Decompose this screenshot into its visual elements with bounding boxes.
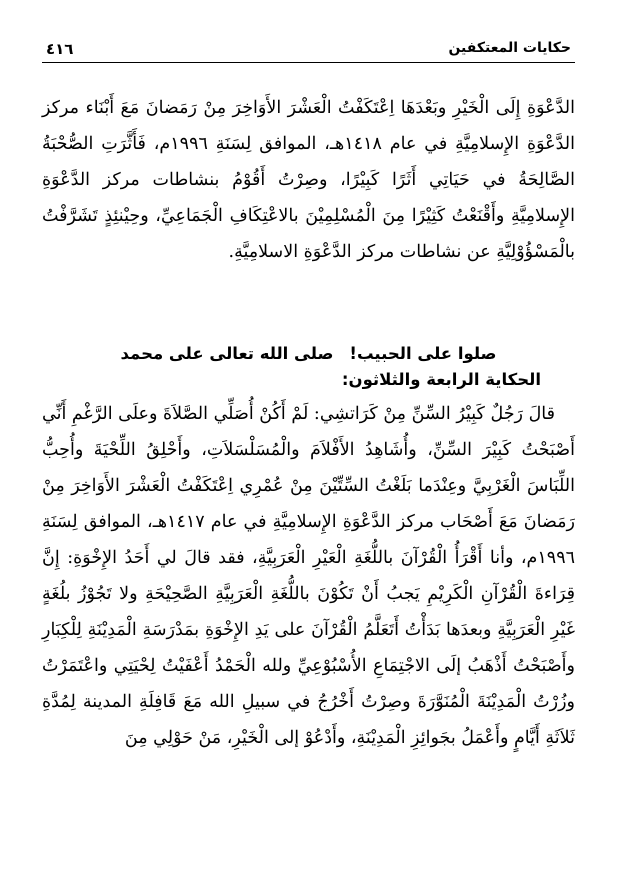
salutation-right: صلوا على الحبيب! — [349, 344, 497, 363]
page-header — [42, 38, 575, 63]
salutation-left: صلى الله تعالى على محمد — [120, 344, 334, 363]
paragraph-1: الدَّعْوَةِ إِلَى الْخَيْرِ وبَعْدَهَا اِعْتَكَفْتُ الْعَشْرَ الأَوَاخِرَ مِنْ رَمَضانَ مَعَ أَبْنَاء مركز الدَّعْوَةِ الإِسلامِيَّةِ في عام ١٤١٨هـ، الموافق لِسَنَةِ ١٩٩٦م، فَأَثَّرَتِ الصُّحْبَةُ الصَّالِحَةُ في حَيَاتِي أَثَرًا كَبِيْرًا، وصِرْتُ أَقُوْمُ بنشاطات مركز الدَّعْوَةِ الإِسلامِيَّةِ وأَقْنَعْتُ كَثِيْرًا مِنَ الْمُسْلِمِيْنَ بالاعْتِكَافِ الْجَمَاعِيِّ، وحِيْنئِذٍ تَشَرَّفْتُ بالْمَسْؤُوْلِيَّةِ عن نشاطات مركز الدَّعْوَةِ الاسلامِيَّةِ. — [42, 98, 575, 262]
paragraph-2: قالَ رَجُلٌ كَبِيْرُ السِّنِّ مِنْ كَرَاتشِي: لَمْ أَكُنْ أُصَلِّي الصَّلاَةَ وعلَى الرَّغْمِ أَنِّي أَصْبَحْتُ كَبِيْرَ السِّنِّ، وأُشَاهِدُ الأَفْلاَمَ والْمُسَلْسَلاَتِ، وأَحْلِقُ اللِّحْيَةَ وأُحِبُّ اللِّبَاسَ الْغَرْبِيَّ وعِنْدَما بَلَغْتُ السِّتِّيْنَ مِنْ عُمْرِي اِعْتَكَفْتُ الْعَشْرَ الأَوَاخِرَ مِنْ رَمَضانَ مَعَ أَصْحَاب مركز الدَّعْوَةِ الإِسلامِيَّةِ في عام ١٤١٧هـ، الموافق لِسَنَةِ ١٩٩٦م، وأنا أَقْرَأُ الْقُرْآنَ باللُّغَةِ الْعَيْرِ الْعَرَبِيَّةِ، فقد قالَ لي أَحَدُ الإِخْوَةِ: إِنَّ قِرَاءةَ الْقُرْآنِ الْكَرِيْمِ يَجبُ أَنْ تَكُوْنَ باللُّغَةِ الْعَرَبِيَّةِ الصَّحِيْحَةِ ولا تَجُوْزُ بلُغَةٍ غَيْرِ الْعَرَبِيَّةِ وبعدَها بَدَأْتُ أَتَعَلَّمُ الْقُرْآنَ على يَدِ الإِخْوَةِ بمَدْرَسَةِ الْمَدِيْنَةِ لِلْكِبَارِ وأَصْبَحْتُ أَذْهَبُ إلَى الاجْتِمَاعِ الأُسْبُوْعِيِّ ولله الْحَمْدُ أَعْفَيْتُ لِحْيَتِي واعْتَمَرْتُ وزُرْتُ الْمَدِيْنَةَ الْمُنَوَّرَةَ وصِرْتُ أَخْرُجُ في سبيلِ الله مَعَ قَافِلَةِ المدينة لِمُدَّةِ ثَلاَثَةِ أَيَّامٍ وأَعْمَلُ بجَوائِزِ الْمَدِيْنَةِ، وأَدْعُوْ إلى الْخَيْرِ، مَنْ حَوْلِي مِنَ — [42, 404, 575, 748]
salutation-line — [42, 340, 575, 368]
story-heading: الحكاية الرابعة والثلاثون: — [341, 370, 541, 389]
book-title: حكايات المعتكفين — [448, 40, 571, 56]
page-number: ٤١٦ — [46, 40, 74, 58]
